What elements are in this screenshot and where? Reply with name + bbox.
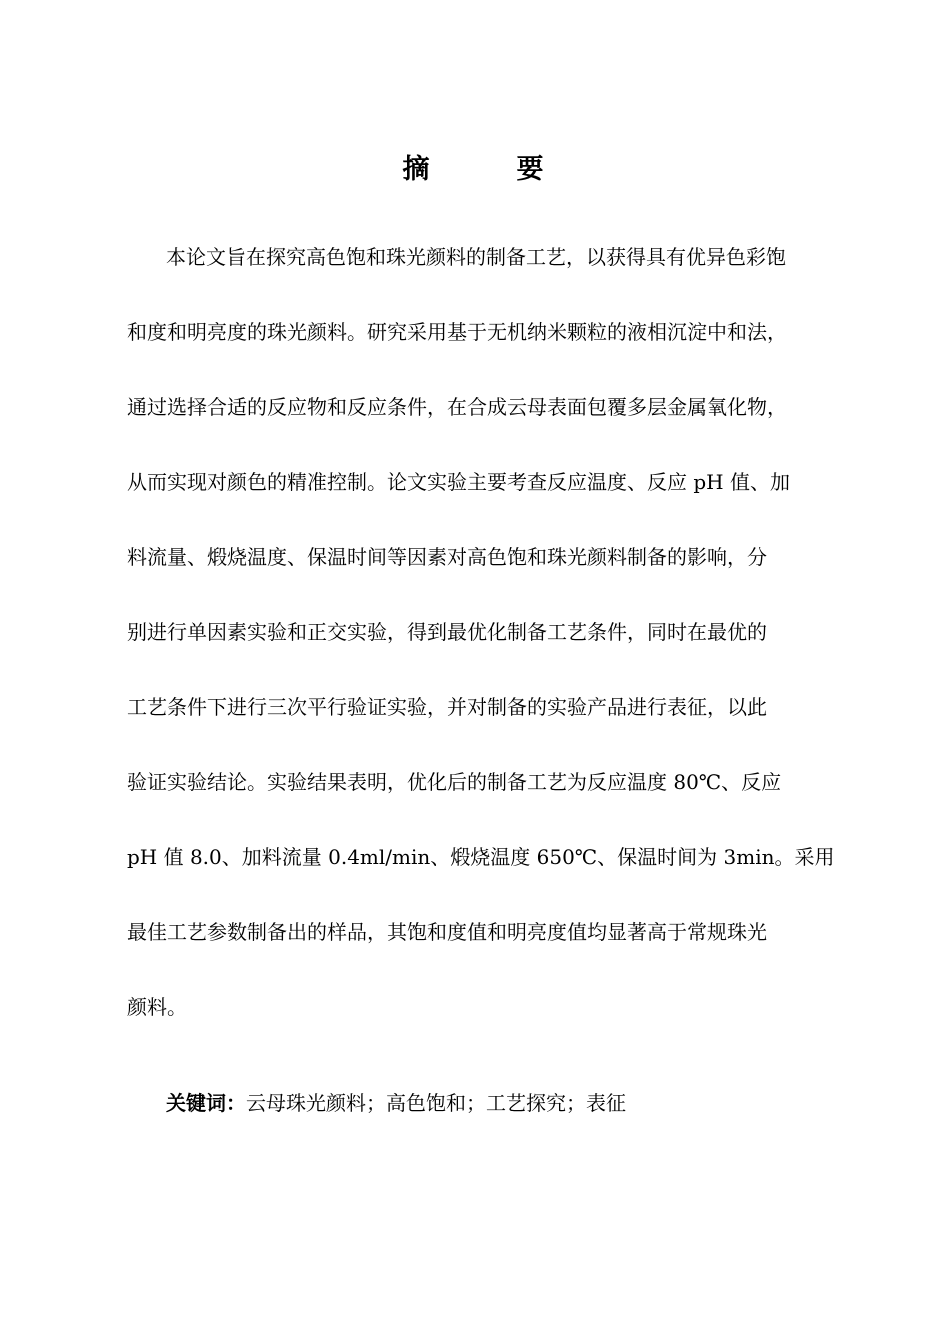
abstract-line: 验证实验结论。实验结果表明，优化后的制备工艺为反应温度 80℃、反应 [127, 770, 782, 794]
abstract-line: 别进行单因素实验和正交实验，得到最优化制备工艺条件，同时在最优的 [127, 620, 767, 644]
abstract-line: 从而实现对颜色的精准控制。论文实验主要考查反应温度、反应 pH 值、加 [127, 470, 790, 494]
abstract-line: 和度和明亮度的珠光颜料。研究采用基于无机纳米颗粒的液相沉淀中和法， [127, 320, 787, 344]
keywords-label: 关键词： [166, 1091, 246, 1115]
keywords-row [166, 1083, 626, 1123]
abstract-line: 本论文旨在探究高色饱和珠光颜料的制备工艺，以获得具有优异色彩饱 [166, 245, 786, 269]
abstract-line: pH 值 8.0、加料流量 0.4ml/min、煅烧温度 650℃、保温时间为 3min。采用 [127, 845, 835, 869]
abstract-line: 通过选择合适的反应物和反应条件，在合成云母表面包覆多层金属氧化物， [127, 395, 787, 419]
abstract-line: 最佳工艺参数制备出的样品，其饱和度值和明亮度值均显著高于常规珠光 [127, 920, 767, 944]
keywords-text: 云母珠光颜料；高色饱和；工艺探究；表征 [246, 1091, 626, 1115]
abstract-line: 颜料。 [127, 995, 187, 1019]
page-title: 摘 要 [402, 154, 574, 185]
abstract-line: 工艺条件下进行三次平行验证实验，并对制备的实验产品进行表征，以此 [127, 695, 767, 719]
abstract-line: 料流量、煅烧温度、保温时间等因素对高色饱和珠光颜料制备的影响，分 [127, 545, 767, 569]
